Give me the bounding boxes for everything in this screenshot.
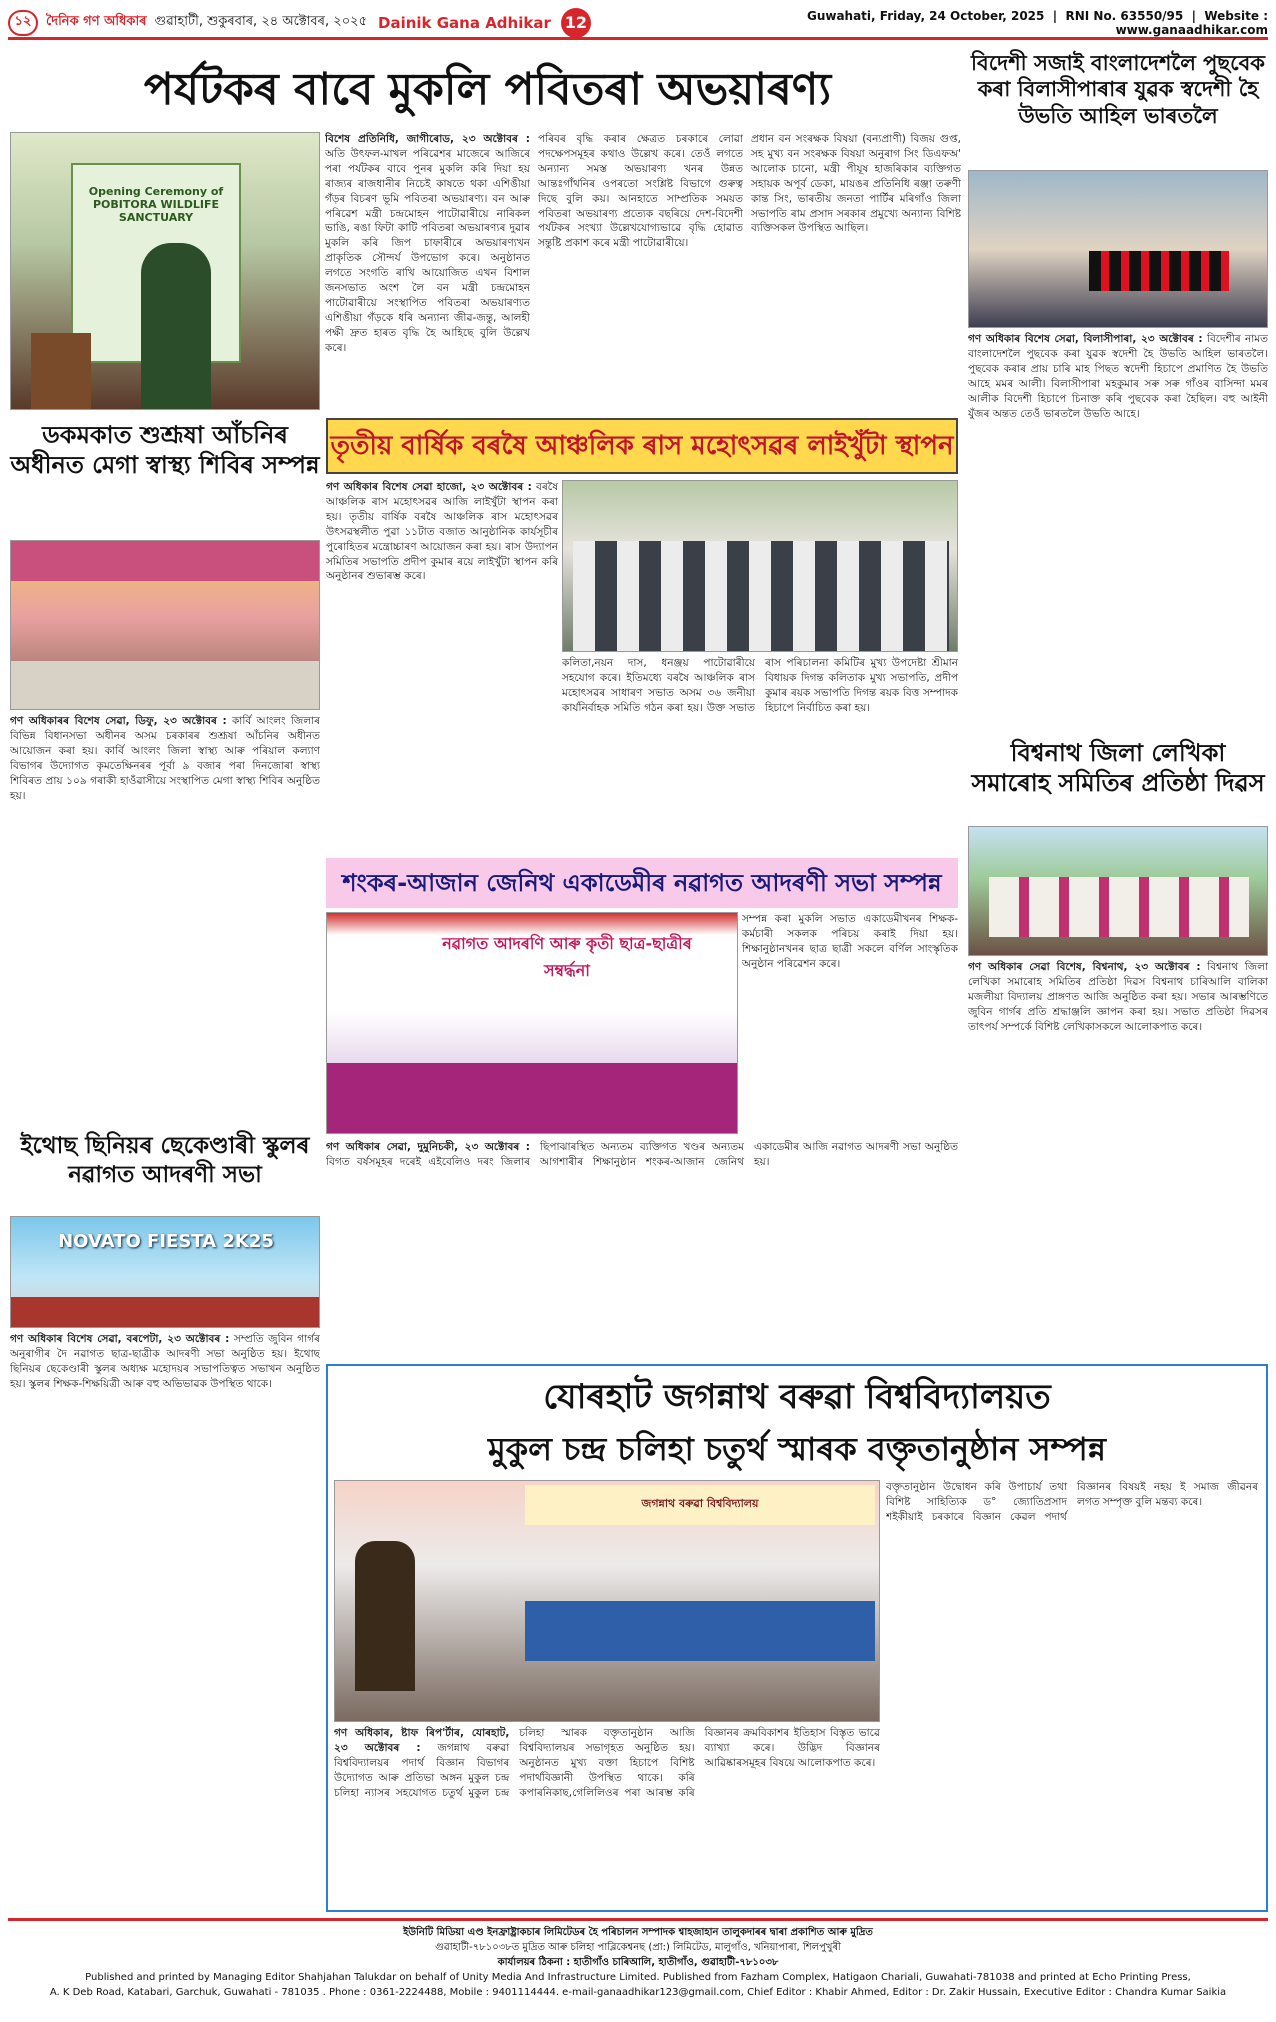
- footer-line2: গুৱাহাটী-৭৮১০৩৮ত মুদ্ৰিত আৰু চলিহা পাব্লিকেশ্বনছ (প্ৰা:) লিমিটেড, মালুগাঁও, খনিয়াপাৰা, শিলপুখুৰী: [435, 1942, 841, 1953]
- story4-photo: [326, 912, 738, 1134]
- story3-dateline: গণ অধিকাৰ বিশেষ সেৱা হাজো, ২৩ অক্টোবৰ :: [326, 481, 532, 493]
- rni-number: RNI No. 63550/95: [1065, 8, 1184, 23]
- table: [11, 661, 320, 710]
- crowd: [573, 541, 949, 652]
- story7-headline: বিশ্বনাথ জিলা লেখিকা সমাৰোহ সমিতিৰ প্ৰতিষ্ঠা দিৱস: [971, 739, 1265, 797]
- story5-dateline: গণ অধিকাৰ বিশেষ সেৱা, বৰপেটা, ২৩ অক্টোবৰ :: [10, 1333, 230, 1345]
- speaker-figure: [141, 243, 211, 410]
- page-label: ১২: [8, 10, 38, 36]
- story8-headline-line1: যোৰহাট জগন্নাথ বৰুৱা বিশ্ববিদ্যালয়ত: [543, 1377, 1051, 1417]
- podium: [31, 333, 91, 410]
- story5-photo-banner: NOVATO FIESTA 2K25: [58, 1231, 274, 1252]
- story3-body-right: কলিতা,নয়ন দাস, ধনঞ্জয় পাটোৱাৰীয়ে সহযোগ কৰে। ইতিমধ্যে বৰষৈ আঞ্চলিক ৰাস মহোৎসৱৰ সাধাৰণ সভাত অসম ৩৬ জনীয়া কাৰ্যনিৰ্বাহক সমিতি গঠন কৰা হয়। উক্ত সভাত ৰাস পৰিচালনা কমিটিৰ মুখ্য উপদেষ্টা শ্ৰীমান বিধায়ক দিগন্ত কলিতাক মুখ্য সভাপতি, প্ৰদীপ কুমাৰ ৰয়ক সভাপতি দিগন্ত ৰয়ক বিত্ত সম্পাদক হিচাপে নিৰ্বাচিত কৰা হয়।: [562, 657, 958, 714]
- story5-body: [10, 1332, 320, 1910]
- story3-body: [326, 480, 558, 852]
- speaker-figure: [355, 1541, 415, 1691]
- story3-photo: [562, 480, 958, 652]
- story8-photo: [334, 1480, 880, 1722]
- footer-line3: কাৰ্যালয়ৰ ঠিকনা : হাতীগাঁও চাৰিআলি, হাতীগাঁও, গুৱাহাটী-৭৮১০৩৮: [497, 1957, 779, 1968]
- story2-photo: [10, 540, 320, 710]
- story8-body: [334, 1726, 880, 1904]
- story5-body-text: সম্প্ৰতি জুবিন গাৰ্গৰ অনুৰাগীৰ দৈ নৱাগত ছাত্ৰ-ছাত্ৰীক আদৰণী সভা অনুষ্ঠিত হয়। ইথোছ ছিনিয়ৰ ছেকেণ্ডাৰী স্কুলৰ অধ্যক্ষ মহোদয়ৰ সভাপতিত্বত সভাখন অনুষ্ঠিত হয়। স্কুলৰ শিক্ষক-শিক্ষয়িত্ৰী আৰু বহু অভিভাৱক উপস্থিত থাকে।: [10, 1333, 320, 1390]
- logo: দৈনিক গণ অধিকাৰ: [46, 14, 147, 29]
- paper-name: Dainik Gana Adhikar: [378, 13, 551, 32]
- dais-cloth: [327, 1063, 738, 1134]
- story6-photo: [968, 170, 1268, 328]
- story1-body-text: অতি উৎফল-মাখল পৰিৱেশৰ মাজেৰে আজিৰে পৰা পৰ্যটকৰ বাবে পুনৰ মুকলি কৰি দিয়া হয় ৰাজ্যৰ ৰাজধানীৰ নিচেই কাষতে থকা এশিঙীয়া গঁড়ৰ বিচৰণ ভূমি পবিতৰা অভয়াৰণ্য। বন আৰু পৰিৱেশ মন্ত্ৰী চন্দ্ৰমোহন পাটোৱাৰীয়ে নাৰিকল ভাঙি, ৰঙা ফিটা কাটি পবিতৰা অভয়াৰণ্যৰ দুৱাৰ মুকলি কৰি জিপ চাফাৰীৰে অভয়াৰণ্যখন প্ৰাকৃতিক সৌন্দৰ্য উপভোগ কৰে। অনুষ্ঠানত লগতে সংগতি ৰাখি আয়োজিত এখন বিশাল জনসভাত অংশ লৈ বন মন্ত্ৰী চন্দ্ৰমোহন পাটোৱাৰীয়ে সংস্থাপিত পবিতৰা অভয়াৰণ্যত এশিঙীয়া গঁড়কে ধৰি অন্যান্য জীৱ-জন্তু, আলহী পক্ষী দ্ৰুত হাৰত বৃদ্ধি হৈ আহিছে বুলি উল্লেখ কৰে।: [325, 147, 530, 354]
- dais-table: [525, 1601, 875, 1661]
- story4-headline: শংকৰ-আজান জেনিথ একাডেমীৰ নৱাগত আদৰণী সভা সম্পন্ন: [326, 858, 958, 908]
- story8-body-mid: কৰি কপাৰনিকাছ,গেলিলিওৰ পৰা আৰম্ভ কৰি বিজ্ঞানৰ ক্ৰমবিকাশৰ ইতিহাস বিস্তৃত ভাৱে ব্যাখ্যা কৰে। উদ্ভিদ বিজ্ঞানৰ আৱিষ্কাৰসমূহৰ বিষয়ে আলোকপাত কৰে।: [519, 1727, 880, 1799]
- story7-body: [968, 960, 1268, 1352]
- story2-body-text: কাৰ্বি আংলং জিলাৰ বিভিন্ন বিধানসভা অধীনৰ অসম চৰকাৰৰ শুশ্ৰূষা আঁচনিৰ অধীনত আয়োজন কৰা হয়। কাৰ্বি আংলং জিলা স্বাস্থ্য আৰু পৰিয়াল কল্যাণ বিভাগৰ উদ্যোগত কৃমতেক্ষিনৰৰ পূৰ্বা ৯ বজাৰ পৰা দিনজোৰা স্বাস্থ্য শিবিৰত প্ৰায় ১০৯ গৰাকী হাওঁৱাসীয়ে সংস্থাপিত মেগা স্বাস্থ্য শিবিৰ অনুষ্ঠিত হয়।: [10, 715, 320, 802]
- story4-body-text: বিগত বৰ্ষসমূহৰ দৰেই এইবেলিও দৰং জিলাৰ ছিপাঝাৰস্থিত অন্যতম ব্যক্তিগত খণ্ডৰ অন্যতম আগশাৰীৰ শিক্ষানুষ্ঠান শংকৰ-আজান জেনিথ একাডেমীৰ আজি নৱাগত আদৰণী সভা অনুষ্ঠিত হয়।: [326, 1141, 958, 1168]
- story7-photo: [968, 826, 1268, 956]
- story1-photo: [10, 132, 320, 410]
- story8-body-text: জগন্নাথ বৰুৱা বিশ্ববিদ্যালয়ৰ পদাৰ্থ বিজ্ঞান বিভাগৰ উদ্যোগত আৰু প্ৰতিভা অঙ্গন মুকুল চন্দ্ৰ চলিহা ন্যাসৰ সহযোগত চতুৰ্থ মুকুল চন্দ্ৰ চলিহা স্মাৰক বক্তৃতানুষ্ঠান আজি বিশ্ববিদ্যালয়ৰ সভাগৃহত অনুষ্ঠিত হয়। অনুষ্ঠানত মুখ্য বক্তা হিচাপে বিশিষ্ট পদাৰ্থবিজ্ঞানী উপস্থিত থাকে।: [334, 1727, 695, 1799]
- date-english: Guwahati, Friday, 24 October, 2025: [806, 8, 1045, 23]
- story1-photo-banner: Opening Ceremony of POBITORA WILDLIFE SANCTUARY: [71, 163, 241, 363]
- story1-body-right: প্ৰধান বন সংৰক্ষক বিষয়া (বন্যপ্ৰাণী) বিজয় গুপ্ত, সহ মুখ্য বন সংৰক্ষক বিষয়া অনুৰাগ সিং ডিএফঅ' আলোক চানো, মন্ত্ৰী পীযূষ হাজৰিকাৰ ব্যক্তিগত সহায়ক অপূৰ্ব ডেকা, মায়ঙৰ প্ৰতিনিধি ৰঞ্জা তৰুণী কান্ত সিং, ভাৰতীয় জনতা পাৰ্টিৰ মৰিগাঁও জিলা সভাপতি ৰাম প্ৰসাদ সৰকাৰ প্ৰমুখ্যে অন্যান্য বিশিষ্ট ব্যক্তিসকল উপস্থিত আছিল।: [751, 133, 961, 235]
- microphones: [1089, 251, 1229, 291]
- footer-line1: ইউনিটি মিডিয়া এণ্ড ইনফ্ৰাষ্ট্ৰাকচাৰ লিমিটেডৰ হৈ পৰিচালন সম্পাদক শ্বাহজাহান তালুকদাৰৰ দ্বাৰা প্ৰকাশিত আৰু মুদ্ৰিত: [403, 1927, 873, 1938]
- story2-headline: ডকমকাত শুশ্ৰূষা আঁচনিৰ অধীনত মেগা স্বাস্থ্য শিবিৰ সম্পন্ন: [10, 421, 320, 479]
- story2-body: [10, 714, 320, 1126]
- story1-headline: পৰ্যটকৰ বাবে মুকলি পবিতৰা অভয়াৰণ্য: [143, 64, 832, 115]
- story5-headline: ইথোছ ছিনিয়ৰ ছেকেণ্ডাৰী স্কুলৰ নৱাগত আদৰণী সভা: [20, 1133, 310, 1188]
- story2-dateline: গণ অধিকাৰৰ বিশেষ সেৱা, ডিফু, ২৩ অক্টোবৰ :: [10, 715, 227, 727]
- story8-dateline: গণ অধিকাৰ, ষ্টাফ ৰিপ'ৰ্টাৰ, যোৰহাট, ২৩ অক্টোবৰ :: [334, 1727, 510, 1754]
- story4-body: [326, 1140, 958, 1352]
- story5-photo: [10, 1216, 320, 1328]
- date-assamese: গুৱাহাটী, শুকুৰবাৰ, ২৪ অক্টোবৰ, ২০২৫: [154, 14, 368, 29]
- story8-photo-banner: জগন্নাথ বৰুৱা বিশ্ববিদ্যালয়: [525, 1485, 875, 1525]
- story4-photo-banner: নৱাগত আদৰণি আৰু কৃতী ছাত্ৰ-ছাত্ৰীৰ সম্বৰ্দ্ধনা: [442, 934, 692, 980]
- story6-body-text: বিদেশীৰ নামত বাংলাদেশলৈ পুছবেক কৰা যুৱক স্বদেশী হৈ উভতি আহিল ভাৰতলৈ। পুছবেক কৰাৰ প্ৰায় চাৰি মাহ পিছত স্বদেশী হিচাপে প্ৰমাণিত হৈ উভতি আহে মমৰ আলী। বিলাসীপাৰা মহকুমাৰ সৰু সৰু গাঁওৰ বাসিন্দা মমৰ আলীক বিদেশী হিচাপে চিনাক্ত কৰি পুছবেক কৰা হৈছিল। বহু আইনী যুঁজৰ অন্তত তেওঁ ভাৰতলৈ উভতি আহে।: [968, 333, 1268, 420]
- story8-body-right: বক্তৃতানুষ্ঠান উদ্বোধন কৰি উপাচাৰ্য তথা বিশিষ্ট সাহিত্যিক ড° জ্যোতিপ্ৰসাদ শইকীয়াই চৰকাৰে বিজ্ঞান কেৱল পদাৰ্থ বিজ্ঞানৰ বিষয়ই নহয় ই সমাজ জীৱনৰ লগত সম্পৃক্ত বুলি মন্তব্য কৰে।: [886, 1481, 1258, 1523]
- story6-dateline: গণ অধিকাৰ বিশেষ সেৱা, বিলাসীপাৰা, ২৩ অক্টোবৰ :: [968, 333, 1203, 345]
- website-link[interactable]: Website : www.ganaadhikar.com: [1115, 8, 1268, 37]
- footer-line4: Published and printed by Managing Editor Shahjahan Talukdar on behalf of Unity Media And Infrastructure Limited. Published from Fazham Complex, Hatigaon Chariali, Guwahati-781038 and printed at Echo Printing Press,: [85, 1972, 1191, 1983]
- story3-body-text: বৰষৈ আঞ্চলিক ৰাস মহোৎসৱৰ আজি লাইখুঁটা স্থাপন কৰা হয়। তৃতীয় বাৰ্ষিক বৰষৈ আঞ্চলিক ৰাস মহোৎসৱৰ উৎসৱস্থলীত পুৱা ১১টাত বজাত আনুষ্ঠানিক কাৰ্যসূচীৰ পুৰোহিতৰ মন্ত্ৰোচ্চাৰণ আয়োজন কৰা হয়। ৰাস উদ্যাপন সমিতিৰ সভাপতি প্ৰদীপ কুমাৰ ৰয়ে লাইখুঁটা স্থাপন কৰি অনুষ্ঠানৰ শুভাৰম্ভ কৰে।: [326, 481, 558, 583]
- women-group: [989, 877, 1249, 937]
- story4-dateline: গণ অধিকাৰ সেৱা, দুমুনিচকী, ২৩ অক্টোবৰ :: [326, 1141, 530, 1153]
- dais-table: [11, 1297, 320, 1328]
- story8-headline-line2: মুকুল চন্দ্ৰ চলিহা চতুৰ্থ স্মাৰক বক্তৃতানুষ্ঠান সম্পন্ন: [487, 1430, 1107, 1468]
- tent-canopy: [11, 541, 320, 581]
- story7-dateline: গণ অধিকাৰ সেৱা বিশেষ, বিশ্বনাথ, ২৩ অক্টোবৰ :: [968, 961, 1201, 973]
- story1-body-mid: পৰিবৰ বৃদ্ধি কৰাৰ ক্ষেত্ৰত চৰকাৰে লোৱা পদক্ষেপসমূহৰ কথাও উল্লেখ কৰে। তেওঁ লগতে অন্যান্য সমস্ত অভয়াৰণ্য খনৰ উন্নত আন্তঃগাঁথনিৰ ওপৰতো সংশ্লিষ্ট বিভাগে গুৰুত্ব দিছে বুলি কয়। আনহাতে সাম্প্ৰতিক সময়ত পবিতৰা অভয়াৰণ্য প্ৰত্যেক বছৰিয়ে দেশ-বিদেশী পৰ্যটকৰ সংখ্যা উল্লেখযোগ্যভাৱে বৃদ্ধি হোৱাত সন্তুষ্টি প্ৰকাশ কৰে মন্ত্ৰী পাটোৱাৰীয়ে।: [538, 133, 743, 250]
- masthead: ১২ দৈনিক গণ অধিকাৰ গুৱাহাটী, শুকুৰবাৰ, ২৪ অক্টোবৰ, ২০২৫ Dainik Gana Adhikar 12 Guwahati, Friday, 24 October, 2025 | RNI No. 63550/95 | Website : www.ganaadhikar.com: [8, 8, 1268, 40]
- story6-headline: বিদেশী সজাই বাংলাদেশলৈ পুছবেক কৰা বিলাসীপাৰাৰ যুৱক স্বদেশী হৈ উভতি আহিল ভাৰতলৈ: [971, 51, 1265, 128]
- story7-body-text: বিশ্বনাথ জিলা লেখিকা সমাৰোহ সমিতিৰ প্ৰতিষ্ঠা দিৱস বিশ্বনাথ চাৰিআলি বালিকা মজলীয়া বিদ্যালয় প্ৰাঙ্গণত আজি অনুষ্ঠিত কৰা হয়। সভাৰ আৰম্ভণিতে জুবিন গাৰ্গৰ প্ৰতি শ্ৰদ্ধাঞ্জলি জ্ঞাপন কৰা হয়। সভাত প্ৰতিষ্ঠা দিৱসৰ তাৎপৰ্য সম্পৰ্কে বিশিষ্ট লেখিকাসকলে আলোকপাত কৰে।: [968, 961, 1268, 1033]
- story1-body: [325, 132, 530, 410]
- story1-dateline: বিশেষ প্ৰতিনিধি, জাগীৰোড, ২৩ অক্টোবৰ :: [325, 133, 530, 145]
- story3-headline: তৃতীয় বাৰ্ষিক বৰষৈ আঞ্চলিক ৰাস মহোৎসৱৰ লাইখুঁটা স্থাপন: [326, 418, 958, 474]
- story4-body-right: সম্পন্ন কৰা মুকলি সভাত একাডেমীখনৰ শিক্ষক-কৰ্মচাৰী সকলক পৰিচয় কৰাই দিয়া হয়। শিক্ষানুষ্ঠানখনৰ ছাত্ৰ ছাত্ৰী সকলে বৰ্ণিল সাংস্কৃতিক অনুষ্ঠান পৰিৱেশন কৰে।: [742, 913, 958, 970]
- footer-line5: A. K Deb Road, Katabari, Garchuk, Guwahati - 781035 . Phone : 0361-2224488, Mobile : 9401114444. e-mail-ganaadhikar123@gmail.com, Chief Editor : Khabir Ahmed, Editor : Dr. Zakir Hussain, Executive Editor : Chandra Kumar Saikia: [49, 1987, 1227, 1998]
- footer: [8, 1918, 1268, 2000]
- story6-body: [968, 332, 1268, 732]
- page-number: 12: [561, 8, 591, 38]
